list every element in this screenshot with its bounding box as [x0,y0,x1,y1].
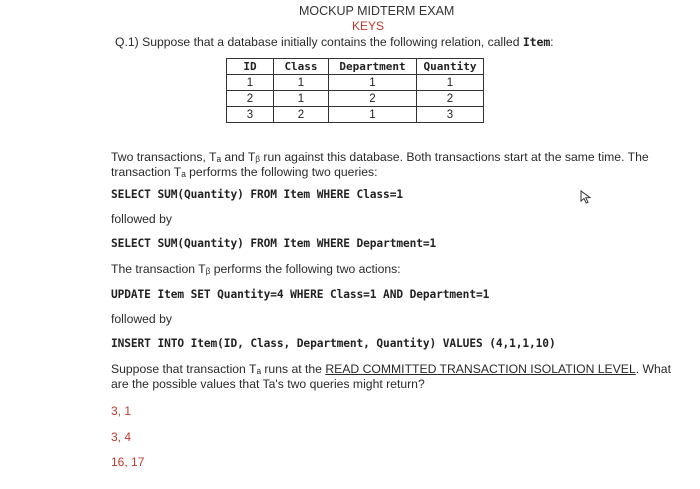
relation-name: Item [522,35,551,49]
table-cell: 3 [417,107,484,123]
answer-2: 3, 4 [111,430,132,444]
col-header-department: Department [329,59,417,75]
table-cell: 2 [417,91,484,107]
query-1: SELECT SUM(Quantity) FROM Item WHERE Class=1 [111,188,403,201]
question-intro [115,34,554,50]
query-2: SELECT SUM(Quantity) FROM Item WHERE Department=1 [111,237,437,250]
query-3: UPDATE Item SET Quantity=4 WHERE Class=1 AND Department=1 [111,288,490,301]
question-intro-text: Q.1) Suppose that a database initially contains the following relation, called [115,35,523,49]
tb-intro: The transaction Tᵦ performs the following two actions: [111,262,401,276]
isolation-level: READ COMMITTED TRANSACTION ISOLATION LEVEL [325,362,636,376]
table-cell: 1 [329,75,417,91]
col-header-id: ID [227,59,274,75]
mouse-cursor-icon [579,190,593,209]
table-cell: 1 [329,107,417,123]
keys-label: KEYS [352,19,385,33]
question-prefix: Suppose that transaction Tₐ runs at the [111,362,326,376]
transactions-line-2: transaction Tₐ performs the following two queries: [111,165,378,179]
table-cell: 2 [329,91,417,107]
followed-by-2: followed by [111,312,172,326]
question-suffix: . What [635,362,671,376]
question-line-2: are the possible values that Ta's two queries might return? [111,377,425,391]
query-4: INSERT INTO Item(ID, Class, Department, Quantity) VALUES (4,1,1,10) [111,337,556,350]
table-row [227,91,484,107]
transactions-line-1: Two transactions, Tₐ and Tᵦ run against this database. Both transactions start at the same time. The [111,150,649,164]
table-cell: 1 [417,75,484,91]
followed-by-1: followed by [111,212,172,226]
item-table [226,58,484,123]
col-header-quantity: Quantity [417,59,484,75]
table-cell: 1 [274,91,329,107]
relation-suffix: : [550,35,554,49]
table-row [227,75,484,91]
answer-1: 3, 1 [111,404,132,418]
table-row [227,107,484,123]
table-cell: 2 [274,107,329,123]
table-cell: 2 [227,91,274,107]
exam-title: MOCKUP MIDTERM EXAM [299,4,455,18]
table-cell: 1 [227,75,274,91]
table-header-row [227,59,484,75]
table-cell: 3 [227,107,274,123]
col-header-class: Class [274,59,329,75]
question-line-1 [111,361,671,377]
answer-3: 16, 17 [111,455,145,469]
table-cell: 1 [274,75,329,91]
